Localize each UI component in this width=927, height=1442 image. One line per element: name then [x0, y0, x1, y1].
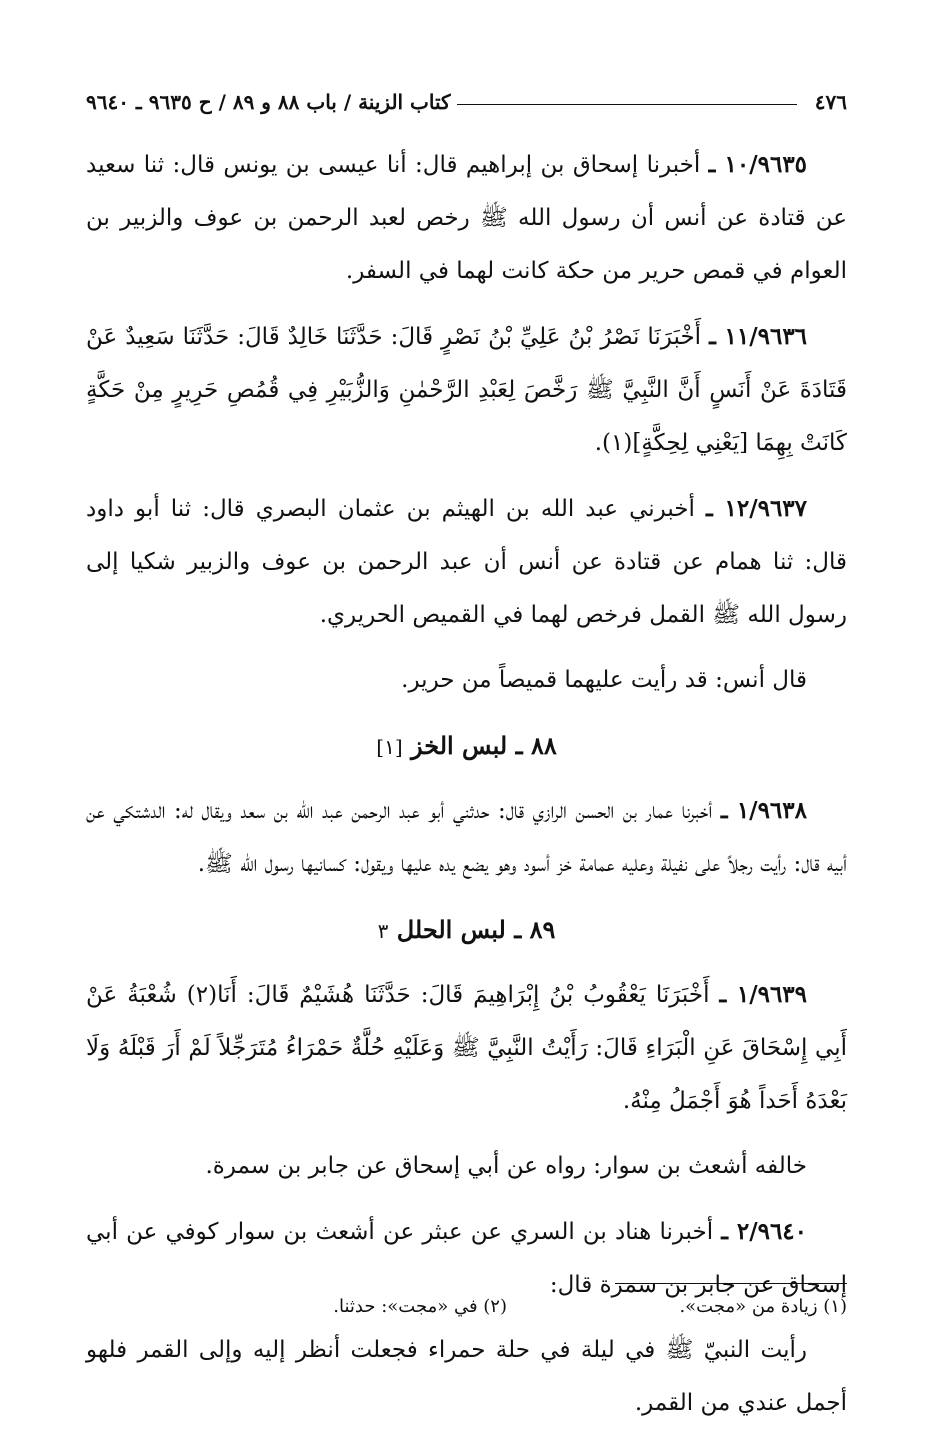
hadith-text: أَخْبَرَنَا يَعْقُوبُ بْنُ إِبْرَاهِيمَ قَالَ: حَدَّثَنَا هُشَيْمٌ قَالَ: أَنَا(٢) شُعْبَةُ عَنْ أَبِي إِسْحَاقَ عَنِ الْبَرَاءِ قَالَ: رَأَيْتُ النَّبِيَّ ﷺ وَعَلَيْهِ حُلَّةٌ حَمْرَاءُ مُتَرَجِّلاً لَمْ أَرَ قَبْلَهُ وَلَا بَعْدَهُ أَحَداً هُوَ أَجْمَلُ مِنْهُ.: [86, 982, 847, 1114]
comment-anas: [86, 654, 847, 707]
footnote-1: (١) زيادة من «مجت».: [679, 1296, 847, 1317]
section-note: [١]: [376, 735, 403, 759]
section-note: ٣: [377, 919, 389, 943]
footnote-rule: [615, 1283, 847, 1284]
running-title: كتاب الزينة / باب ٨٨ و ٨٩ / ح ٩٦٣٥ ـ ٩٦٤٠: [86, 90, 451, 114]
hadith-number: ١٢/٩٦٣٧ ـ: [705, 495, 808, 522]
section-heading-88: [86, 719, 847, 774]
page-header: [86, 80, 847, 114]
hadith-text: أخبرنا عمار بن الحسن الرازي قال: حدثني أبو عبد الرحمن عبد الله بن سعد ويقال له: الدشتكي عن أبيه قال: رأيت رجلاً على نفيلة وعليه عمامة خز أسود وهو يضع يده عليها ويقول: كسانيها رسول الله ﷺ.: [86, 798, 847, 877]
comment-text: خالفه أشعث بن سوار: رواه عن أبي إسحاق عن جابر بن سمرة.: [205, 1153, 807, 1179]
hadith-number: ١١/٩٦٣٦ ـ: [709, 323, 808, 350]
header-rule: [457, 104, 797, 105]
hadith-9636: [86, 310, 847, 470]
hadith-number: ١٠/٩٦٣٥ ـ: [708, 151, 808, 178]
hadith-text: أَخْبَرَنَا نَصْرُ بْنُ عَلِيِّ بْنُ نَصْرٍ قَالَ: حَدَّثَنَا خَالِدٌ قَالَ: حَدَّثَنَا سَعِيدٌ عَنْ قَتَادَةَ عَنْ أَنَسٍ أَنَّ النَّبِيَّ ﷺ رَخَّصَ لِعَبْدِ الرَّحْمٰنِ وَالزُّبَيْرِ فِي قُمُصِ حَرِيرٍ مِنْ حَكَّةٍ كَانَتْ بِهِمَا [يَعْنِي لِحِكَّةٍ](١).: [86, 324, 847, 456]
page-body: [86, 138, 847, 1442]
hadith-9640-matn: [86, 1324, 847, 1430]
footnote-2: (٢) في «مجت»: حدثنا.: [333, 1296, 507, 1317]
hadith-text: رأيت النبيّ ﷺ في ليلة في حلة حمراء فجعلت أنظر إليه وإلى القمر فلهو أجمل عندي من القمر.: [86, 1337, 847, 1416]
hadith-9635: [86, 138, 847, 298]
section-title: ٨٩ ـ لبس الحلل: [396, 915, 556, 944]
hadith-text: أخبرنا إسحاق بن إبراهيم قال: أنا عيسى بن يونس قال: ثنا سعيد عن قتادة عن أنس أن رسول الله ﷺ رخص لعبد الرحمن بن عوف والزبير بن العوام في قمص حرير من حكة كانت لهما في السفر.: [86, 152, 847, 284]
hadith-number: ٢/٩٦٤٠ ـ: [721, 1218, 808, 1245]
comment-text: قال أنس: قد رأيت عليهما قميصاً من حرير.: [401, 667, 807, 693]
section-title: ٨٨ ـ لبس الخز: [410, 731, 557, 760]
hadith-text: أخبرنا هناد بن السري عن عبثر عن أشعث بن سوار كوفي عن أبي إسحاق عن جابر بن سمرة قال:: [86, 1219, 847, 1298]
hadith-number: ١/٩٦٣٨ ـ: [720, 797, 807, 824]
hadith-9637: [86, 482, 847, 642]
section-heading-89: [86, 903, 847, 958]
page-number: ٤٧٦: [814, 90, 847, 114]
comment-ashath: [86, 1140, 847, 1193]
hadith-text: أخبرني عبد الله بن الهيثم بن عثمان البصري قال: ثنا أبو داود قال: ثنا همام عن قتادة عن أنس أن عبد الرحمن بن عوف والزبير شكيا إلى رسول الله ﷺ القمل فرخص لهما في القميص الحريري.: [86, 496, 847, 628]
hadith-9639: [86, 968, 847, 1128]
footnotes: [86, 1296, 847, 1317]
hadith-9638: [86, 784, 847, 891]
hadith-number: ١/٩٦٣٩ ـ: [719, 981, 808, 1008]
